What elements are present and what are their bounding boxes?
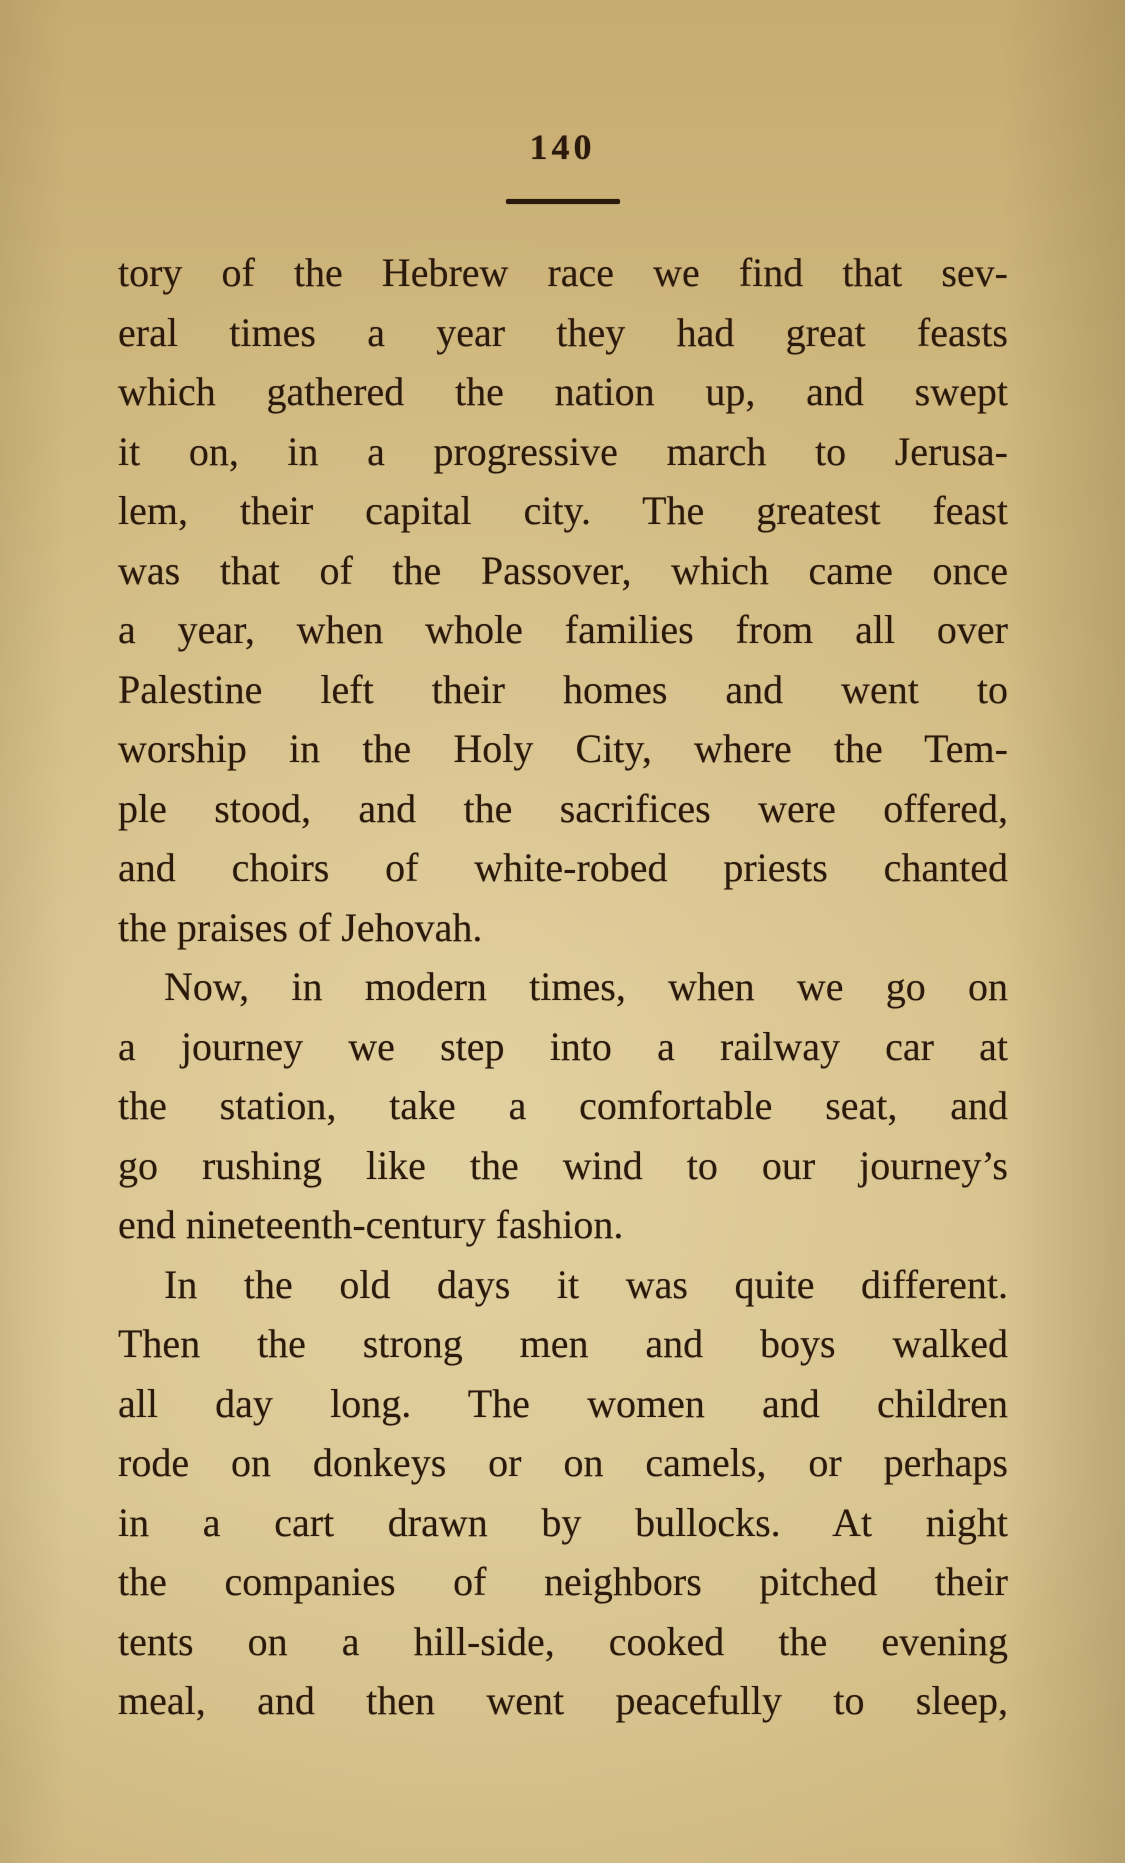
text-line: and choirs of white-robed priests chanted (118, 845, 1008, 890)
text-line: rode on donkeys or on camels, or perhaps (118, 1440, 1008, 1485)
text-line: worship in the Holy City, where the Tem- (118, 726, 1008, 771)
text-line: eral times a year they had great feasts (118, 309, 1008, 355)
page-number-rule (506, 199, 620, 204)
text-line: it on, in a progressive march to Jerusa- (118, 428, 1008, 474)
text-line: meal, and then went peacefully to sleep, (118, 1678, 1008, 1723)
text-line: was that of the Passover, which came once (118, 547, 1008, 593)
text-line: In the old days it was quite different. (164, 1261, 1008, 1307)
text-line: lem, their capital city. The greatest feast (118, 488, 1008, 533)
text-line: Then the strong men and boys walked (118, 1321, 1008, 1366)
text-line: end nineteenth-century fashion. (118, 1202, 624, 1247)
text-line: ple stood, and the sacrifices were offered, (118, 785, 1008, 831)
text-line: Now, in modern times, when we go on (164, 964, 1008, 1009)
text-line: go rushing like the wind to our journey’s (118, 1142, 1008, 1188)
text-line: all day long. The women and children (118, 1380, 1008, 1426)
text-line: a year, when whole families from all over (118, 607, 1008, 652)
text-line: tory of the Hebrew race we find that sev- (118, 250, 1008, 295)
text-line: tents on a hill-side, cooked the evening (118, 1618, 1008, 1664)
text-line: which gathered the nation up, and swept (118, 369, 1008, 414)
page-number: 140 (529, 127, 596, 167)
text-line: a journey we step into a railway car at (118, 1023, 1008, 1069)
text-line: in a cart drawn by bullocks. At night (118, 1499, 1008, 1545)
text-line: Palestine left their homes and went to (118, 666, 1008, 712)
text-line: the station, take a comfortable seat, and (118, 1083, 1008, 1128)
body-text (118, 243, 1008, 1731)
text-line: the praises of Jehovah. (118, 904, 483, 950)
text-line: the companies of neighbors pitched their (118, 1559, 1008, 1604)
